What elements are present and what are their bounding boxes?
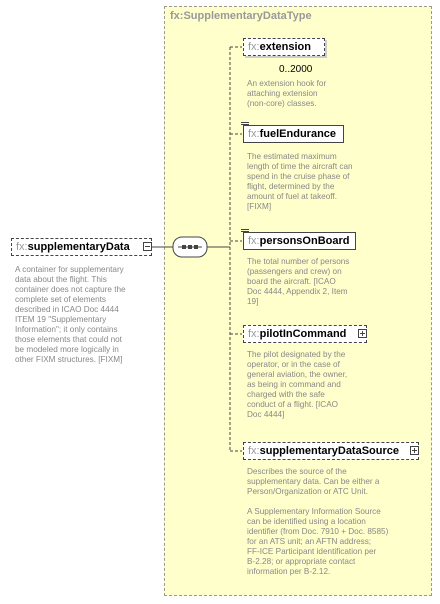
element-description: Describes the source of the supplementary data. Can be either a Person/Organization or ATC Unit. A Supplementary Information Source can be identified using a location identifier (from Doc. 7910 + Doc. 8585) for an ATS unit; an AFTN address; FF-ICE Participant identification per B-2.28; or appropriate contact information per B-2.12. — [247, 467, 389, 576]
element-prefix: fx: — [248, 328, 260, 340]
element-description: An extension hook for attaching extension (non-core) classes. — [247, 79, 327, 108]
element-prefix: fx: — [248, 41, 260, 53]
root-element-name: supplementaryData — [27, 241, 130, 253]
element-name: supplementaryDataSource — [259, 445, 400, 457]
element-description: The estimated maximum length of time the aircraft can spend in the cruise phase of flight, determined by the amount of fuel at takeoff. [FIXM] — [247, 152, 353, 211]
element-name: fuelEndurance — [259, 128, 337, 140]
root-element-description: A container for supplementary data about the flight. This container does not capture the complete set of elements described in ICAO Doc 4444 ITEM 19 "Supplementary Information"; it only contains those elements that could not be modeled more logically in other FIXM structures. [FIXM] — [15, 265, 126, 364]
element-description: The total number of persons (passengers and crew) on board the aircraft. [ICAO Doc 4444, Appendix 2, Item 19] — [247, 257, 350, 306]
element-extension[interactable] — [243, 38, 325, 56]
element-pilot-in-command[interactable] — [243, 325, 367, 343]
element-supplementary-data-source[interactable] — [243, 442, 419, 460]
element-prefix: fx: — [248, 235, 260, 247]
collapse-minus-icon[interactable] — [143, 242, 152, 251]
expand-plus-icon[interactable] — [410, 446, 419, 455]
element-name: extension — [259, 41, 311, 53]
expand-plus-icon[interactable] — [358, 329, 367, 338]
element-fuel-endurance[interactable] — [243, 125, 344, 143]
element-description: The pilot designated by the operator, or in the case of general aviation, the owner, as being in command and charged with the safe conduct of a flight. [ICAO Doc 4444] — [247, 350, 348, 419]
element-persons-on-board[interactable] — [243, 232, 356, 250]
occurrence-label: 0..2000 — [279, 64, 313, 75]
root-element-prefix: fx: — [16, 241, 28, 253]
element-name: pilotInCommand — [259, 328, 347, 340]
element-name: personsOnBoard — [259, 235, 350, 247]
type-title: fx:SupplementaryDataType — [170, 10, 312, 22]
element-prefix: fx: — [248, 128, 260, 140]
sequence-compositor-icon[interactable] — [172, 236, 208, 258]
root-element-supplementary-data[interactable] — [11, 238, 152, 256]
element-prefix: fx: — [248, 445, 260, 457]
